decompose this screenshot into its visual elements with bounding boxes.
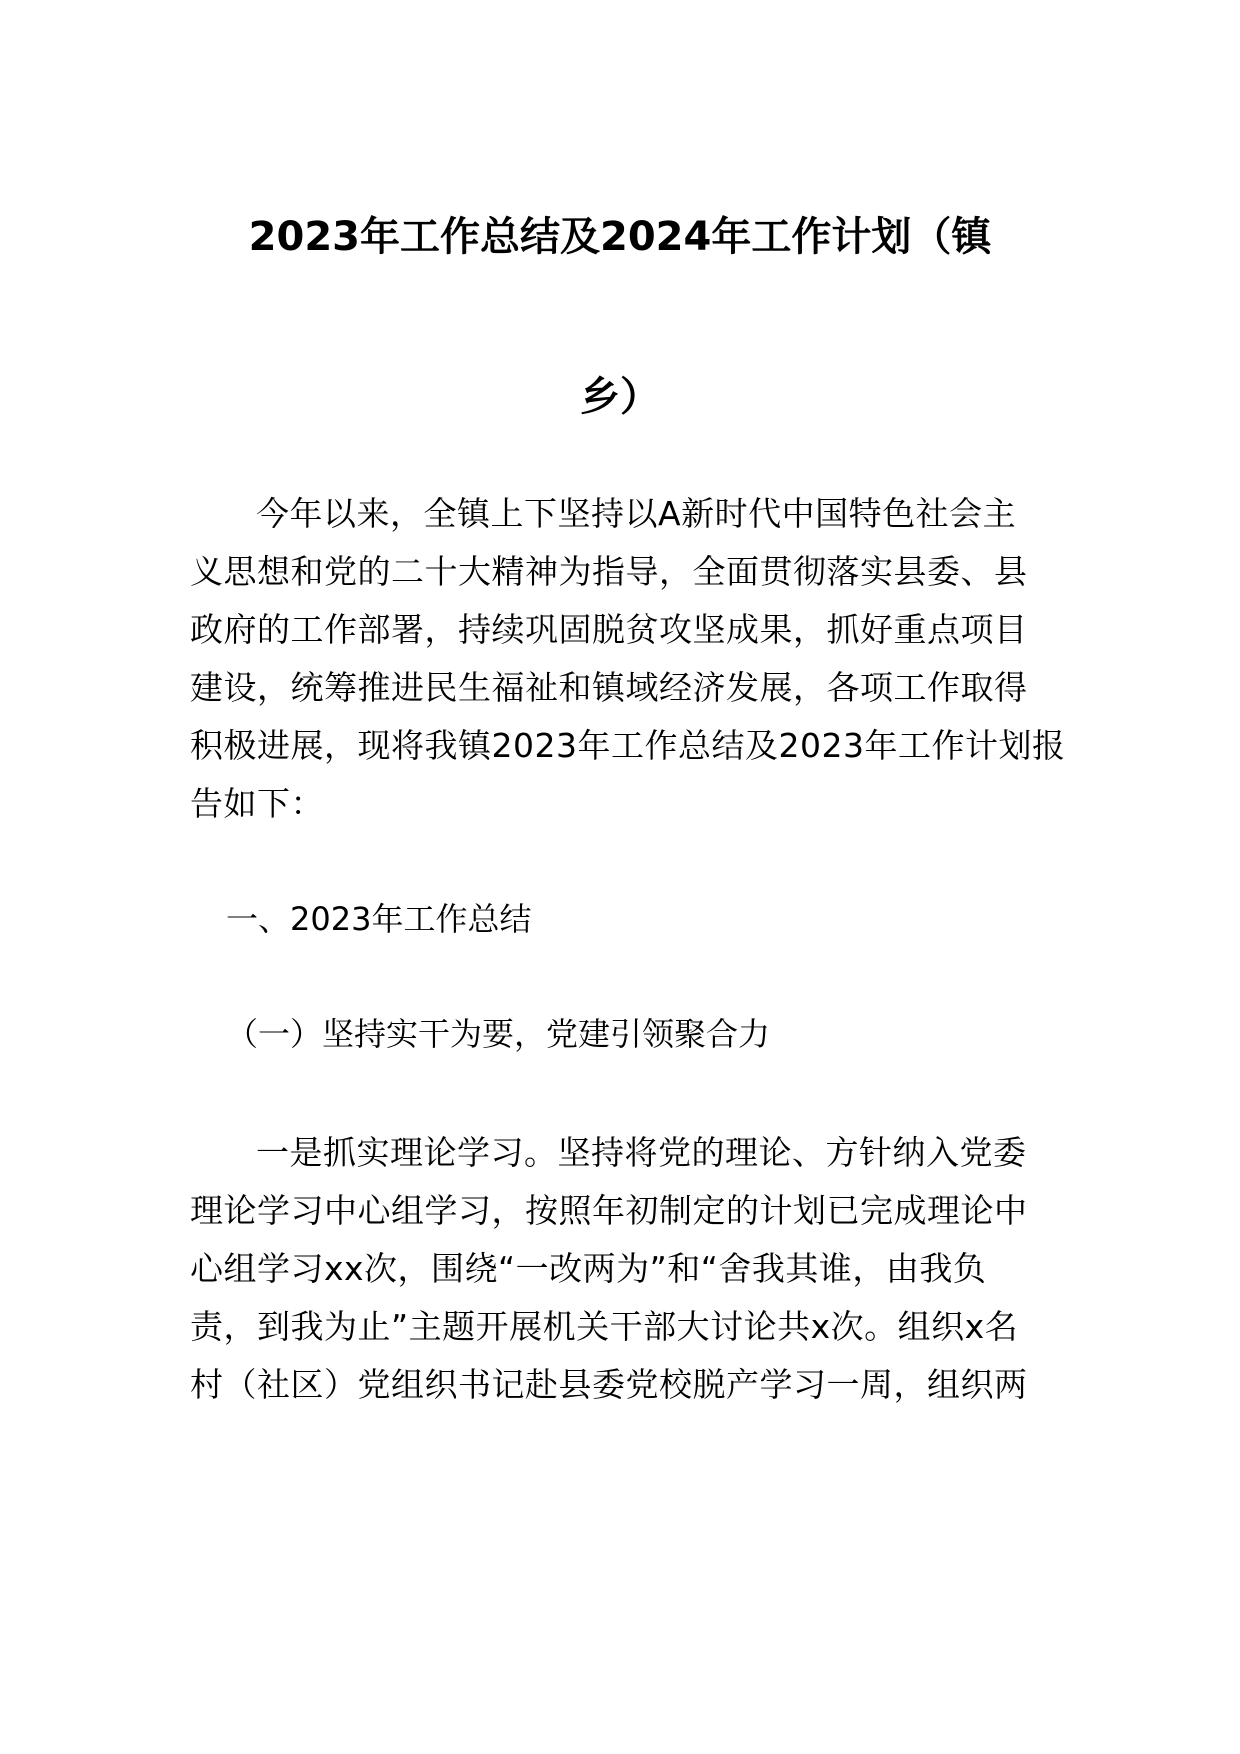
paragraph-line: 政府的工作部署，持续巩固脱贫攻坚成果，抓好重点项目 xyxy=(190,610,1028,649)
paragraph-line: 责，到我为止”主题开展机关干部大讨论共x次。组织x名 xyxy=(190,1307,1019,1346)
document-title-line-2: 乡） xyxy=(580,374,660,420)
subsection-heading: （一）坚持实干为要，党建引领聚合力 xyxy=(226,1015,771,1053)
paragraph-line: 心组学习xx次，围绕“一改两为”和“舍我其谁，由我负 xyxy=(190,1249,987,1288)
paragraph-line: 村（社区）党组织书记赴县委党校脱产学习一周，组织两 xyxy=(190,1365,1028,1404)
paragraph-line: 理论学习中心组学习，按照年初制定的计划已完成理论中 xyxy=(190,1191,1028,1230)
paragraph-line: 积极进展，现将我镇2023年工作总结及2023年工作计划报 xyxy=(190,726,1066,765)
paragraph-line: 今年以来，全镇上下坚持以A新时代中国特色社会主 xyxy=(256,494,1017,533)
paragraph-line: 告如下： xyxy=(190,784,324,823)
paragraph-line: 建设，统筹推进民生福祉和镇域经济发展，各项工作取得 xyxy=(190,668,1028,707)
paragraph-line: 义思想和党的二十大精神为指导，全面贯彻落实县委、县 xyxy=(190,552,1028,591)
paragraph-line: 一是抓实理论学习。坚持将党的理论、方针纳入党委 xyxy=(256,1133,1027,1172)
document-title-line-1: 2023年工作总结及2024年工作计划（镇 xyxy=(248,214,992,260)
section-heading: 一、2023年工作总结 xyxy=(226,900,532,938)
